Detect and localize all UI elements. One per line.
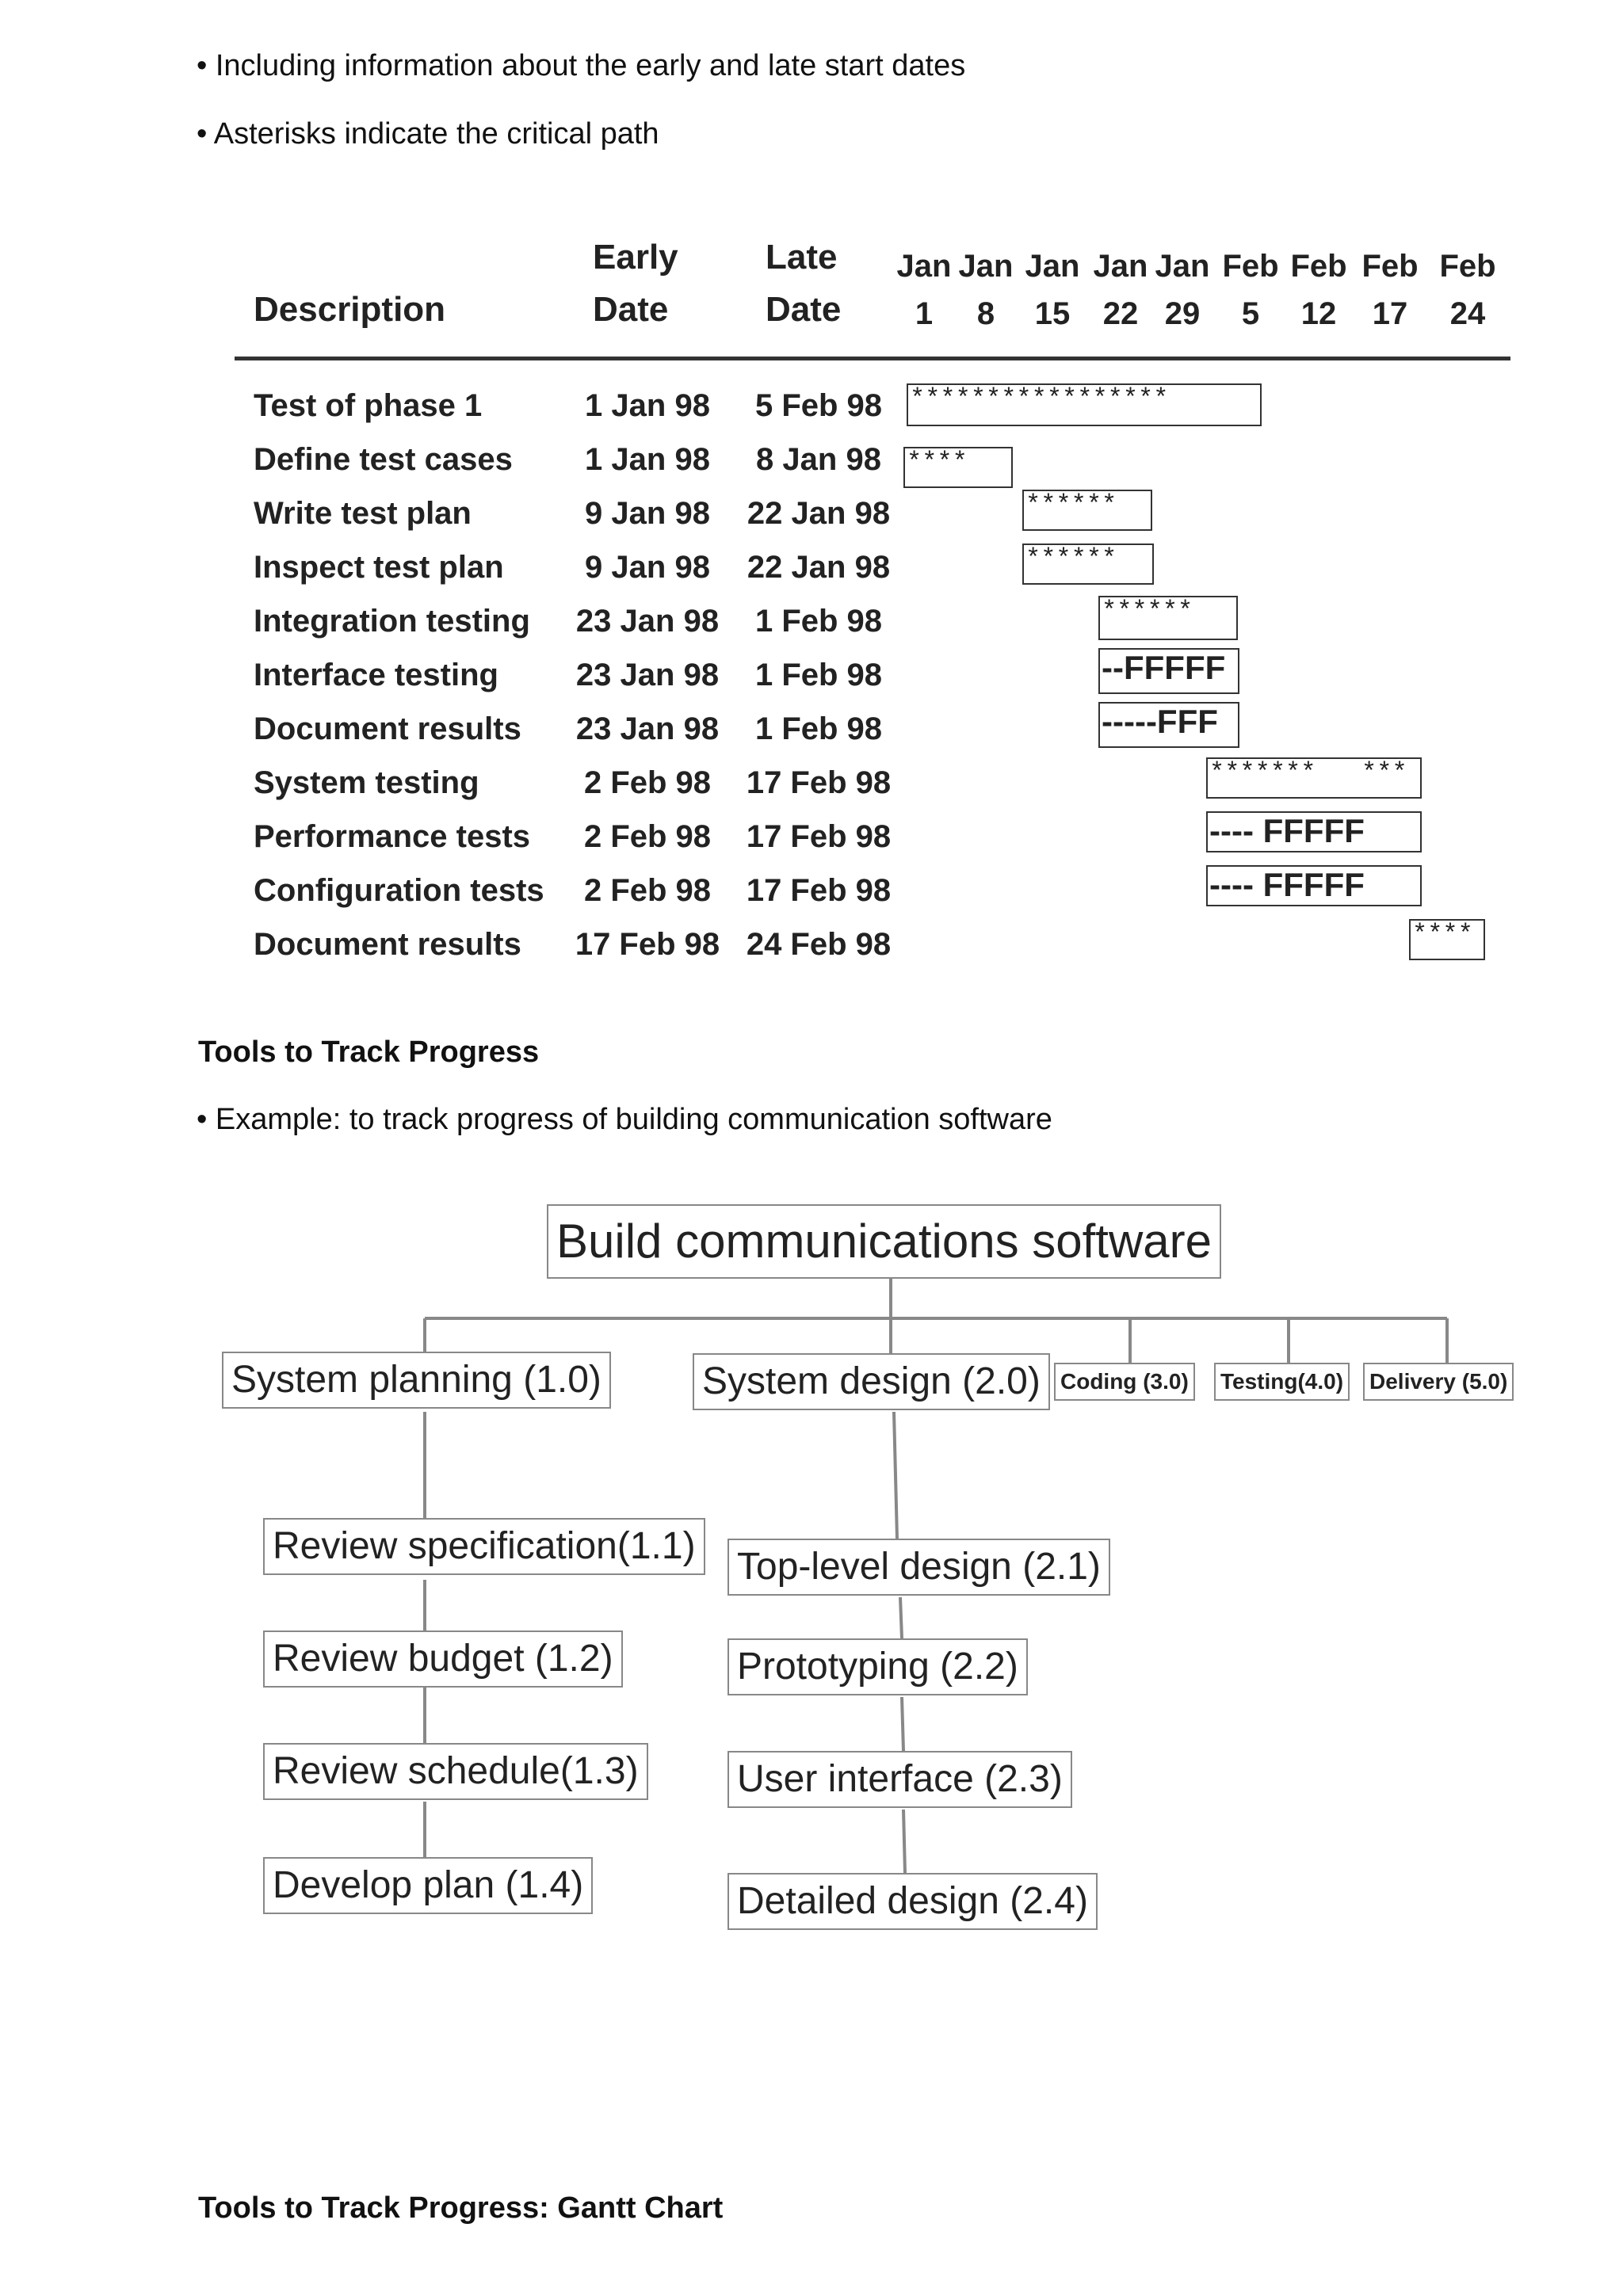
- task-description: System testing: [254, 765, 479, 800]
- header-early: Early: [593, 238, 678, 277]
- timeline-month: Jan: [1025, 249, 1080, 284]
- timeline-day: 22: [1102, 296, 1139, 331]
- wbs-develop-plan: Develop plan (1.4): [263, 1857, 593, 1914]
- timeline-month: Feb: [1290, 249, 1347, 284]
- task-early-date: 1 Jan 98: [585, 388, 710, 423]
- timeline-day: 17: [1372, 296, 1408, 331]
- task-bar: ---- FFFFF: [1206, 865, 1422, 906]
- task-late-date: 17 Feb 98: [746, 819, 892, 854]
- task-early-date: 2 Feb 98: [583, 765, 712, 800]
- task-bar: *****************: [907, 383, 1262, 426]
- wbs-user-interface: User interface (2.3): [727, 1751, 1072, 1808]
- task-early-date: 1 Jan 98: [585, 442, 710, 477]
- task-early-date: 2 Feb 98: [583, 819, 712, 854]
- header-late-date: Date: [766, 290, 842, 329]
- task-description: Integration testing: [254, 604, 530, 639]
- task-bar: ******* ***: [1206, 757, 1422, 799]
- wbs-prototyping: Prototyping (2.2): [727, 1638, 1028, 1695]
- wbs-review-specification: Review specification(1.1): [263, 1518, 705, 1575]
- task-description: Interface testing: [254, 658, 498, 692]
- task-bar: ******: [1022, 543, 1154, 585]
- task-bar: --FFFFF: [1098, 648, 1239, 694]
- task-bar: ******: [1022, 490, 1152, 531]
- task-bar: -----FFF: [1098, 702, 1239, 748]
- task-late-date: 1 Feb 98: [754, 658, 883, 692]
- wbs-top-level-design: Top-level design (2.1): [727, 1539, 1110, 1596]
- timeline-day: 24: [1449, 296, 1486, 331]
- timeline-month: Feb: [1222, 249, 1279, 284]
- task-early-date: 2 Feb 98: [583, 873, 712, 908]
- bullet-example: • Example: to track progress of building communication software: [197, 1103, 1052, 1136]
- bullet-critical-path: • Asterisks indicate the critical path: [197, 117, 659, 151]
- timeline-day: 8: [976, 296, 995, 331]
- task-late-date: 5 Feb 98: [754, 388, 883, 423]
- task-late-date: 8 Jan 98: [756, 442, 881, 477]
- wbs-coding: Coding (3.0): [1054, 1363, 1195, 1401]
- timeline-month: Jan: [1093, 249, 1148, 284]
- header-late: Late: [766, 238, 838, 277]
- task-early-date: 23 Jan 98: [575, 711, 720, 746]
- timeline-day: 5: [1241, 296, 1260, 331]
- task-early-date: 9 Jan 98: [585, 550, 710, 585]
- task-description: Performance tests: [254, 819, 531, 854]
- timeline-month: Jan: [1155, 249, 1210, 284]
- section-tools-gantt: Tools to Track Progress: Gantt Chart: [198, 2191, 724, 2225]
- section-tools-track: Tools to Track Progress: [198, 1035, 540, 1069]
- task-bar: ---- FFFFF: [1206, 811, 1422, 852]
- task-late-date: 1 Feb 98: [754, 711, 883, 746]
- timeline-month: Jan: [958, 249, 1014, 284]
- task-bar: ****: [1409, 919, 1485, 960]
- task-early-date: 9 Jan 98: [585, 496, 710, 531]
- task-description: Define test cases: [254, 442, 513, 477]
- wbs-detailed-design: Detailed design (2.4): [727, 1873, 1098, 1930]
- task-late-date: 22 Jan 98: [747, 550, 891, 585]
- timeline-day: 1: [915, 296, 934, 331]
- task-description: Inspect test plan: [254, 550, 504, 585]
- wbs-system-planning: System planning (1.0): [222, 1352, 611, 1409]
- task-late-date: 1 Feb 98: [754, 604, 883, 639]
- wbs-system-design: System design (2.0): [693, 1353, 1050, 1410]
- task-early-date: 23 Jan 98: [575, 658, 720, 692]
- wbs-root: Build communications software: [547, 1204, 1221, 1279]
- header-early-date: Date: [593, 290, 669, 329]
- wbs-review-budget: Review budget (1.2): [263, 1630, 623, 1688]
- task-description: Configuration tests: [254, 873, 544, 908]
- task-late-date: 22 Jan 98: [747, 496, 891, 531]
- task-description: Document results: [254, 711, 521, 746]
- task-bar: ****: [903, 447, 1013, 488]
- wbs-testing: Testing(4.0): [1214, 1363, 1350, 1401]
- task-late-date: 17 Feb 98: [746, 765, 892, 800]
- task-late-date: 24 Feb 98: [746, 927, 892, 962]
- timeline-day: 15: [1034, 296, 1071, 331]
- task-early-date: 23 Jan 98: [575, 604, 720, 639]
- task-description: Document results: [254, 927, 521, 962]
- timeline-month: Feb: [1361, 249, 1419, 284]
- wbs-delivery: Delivery (5.0): [1363, 1363, 1514, 1401]
- task-bar: ******: [1098, 596, 1238, 640]
- task-description: Write test plan: [254, 496, 472, 531]
- wbs-review-schedule: Review schedule(1.3): [263, 1743, 648, 1800]
- timeline-day: 12: [1300, 296, 1337, 331]
- header-description: Description: [254, 290, 446, 329]
- task-late-date: 17 Feb 98: [746, 873, 892, 908]
- timeline-month: Jan: [896, 249, 952, 284]
- timeline-day: 29: [1164, 296, 1201, 331]
- task-early-date: 17 Feb 98: [575, 927, 720, 962]
- timeline-month: Feb: [1439, 249, 1496, 284]
- task-description: Test of phase 1: [254, 388, 483, 423]
- bullet-early-late: • Including information about the early and late start dates: [197, 49, 966, 82]
